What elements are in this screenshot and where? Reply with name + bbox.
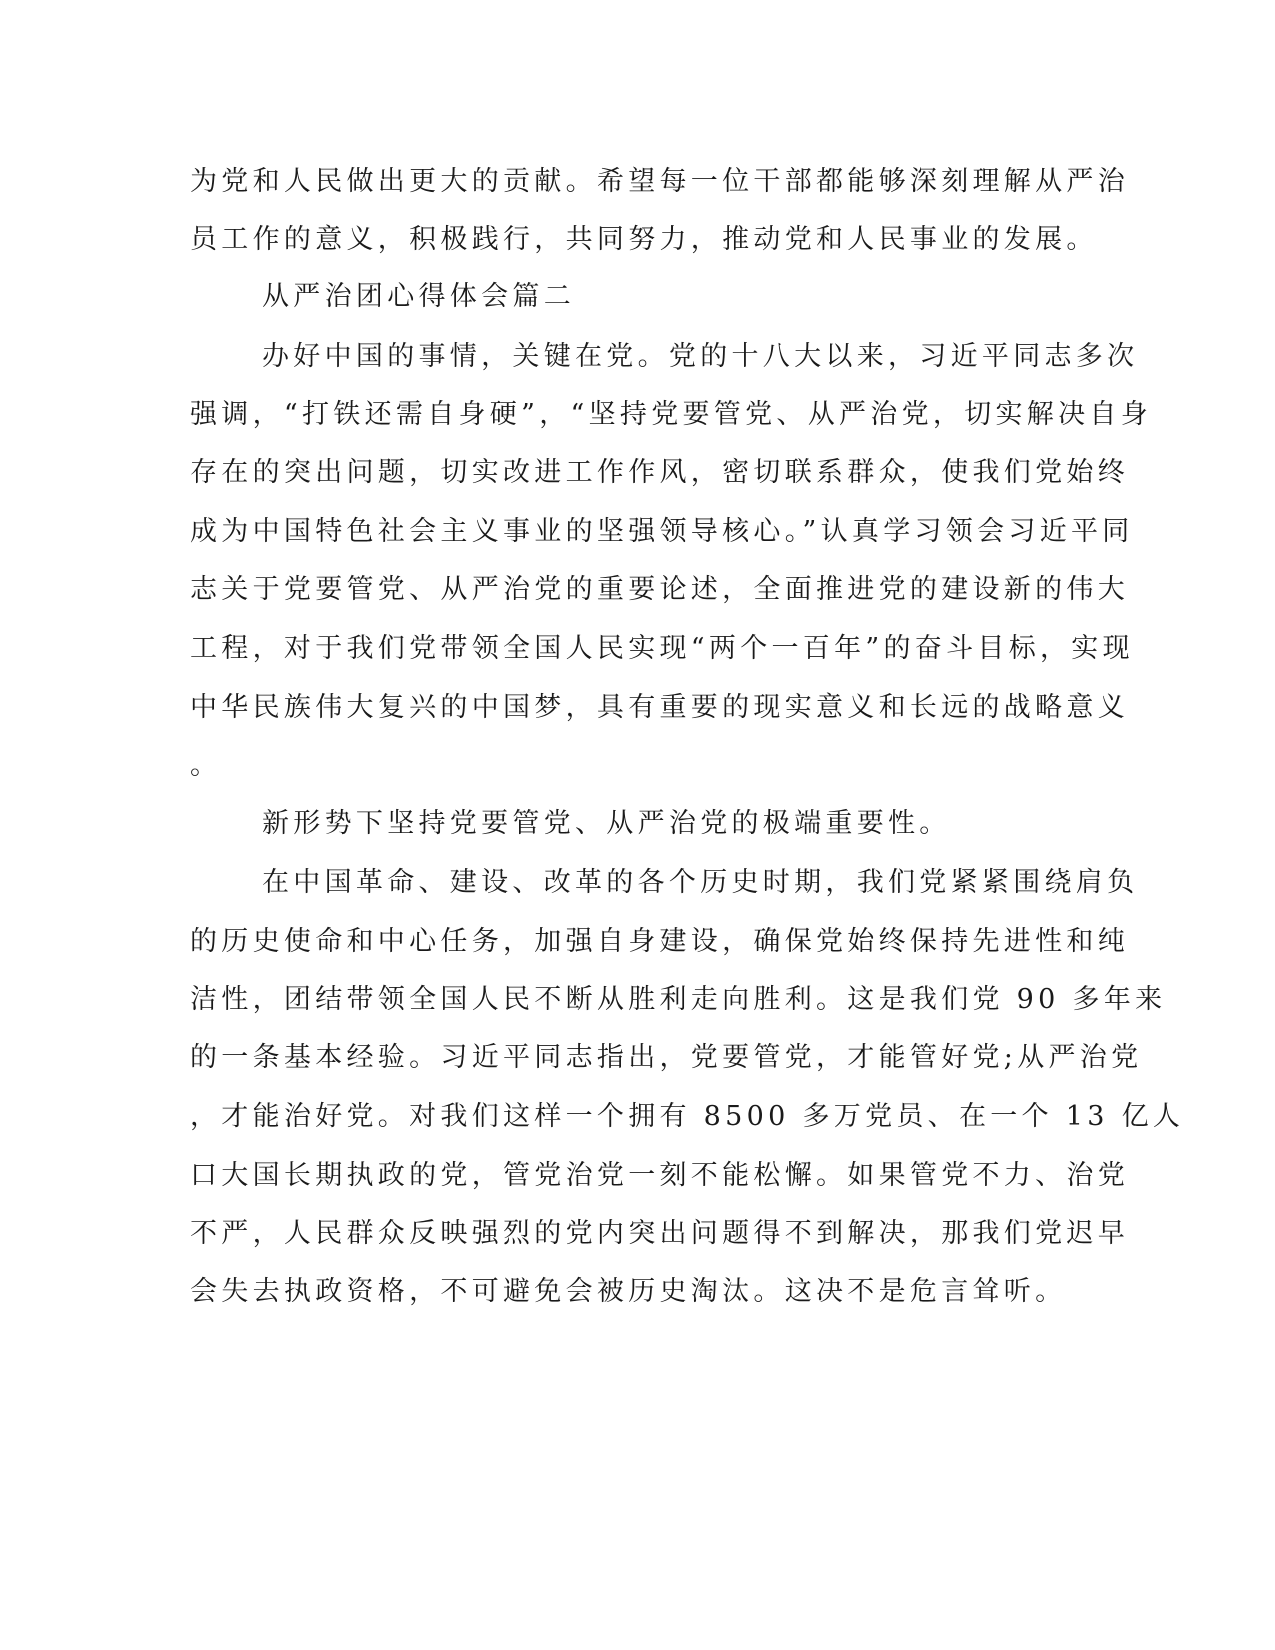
text-line: 口大国长期执政的党，管党治党一刻不能松懈。如果管党不力、治党 bbox=[190, 1160, 1129, 1191]
text-line: ，才能治好党。对我们这样一个拥有 8500 多万党员、在一个 13 亿人 bbox=[190, 1101, 1185, 1132]
text-line: 的历史使命和中心任务，加强自身建设，确保党始终保持先进性和纯 bbox=[190, 926, 1129, 957]
section-heading: 从严治团心得体会篇二 bbox=[262, 281, 575, 312]
text-line: 办好中国的事情，关键在党。党的十八大以来，习近平同志多次 bbox=[262, 341, 1139, 372]
text-line: 志关于党要管党、从严治党的重要论述，全面推进党的建设新的伟大 bbox=[190, 574, 1129, 605]
text-line: 强调，“打铁还需自身硬”，“坚持党要管党、从严治党，切实解决自身 bbox=[190, 399, 1153, 430]
text-line: 为党和人民做出更大的贡献。希望每一位干部都能够深刻理解从严治 bbox=[190, 166, 1129, 197]
text-line: 存在的突出问题，切实改进工作作风，密切联系群众，使我们党始终 bbox=[190, 457, 1129, 488]
text-line: 员工作的意义，积极践行，共同努力，推动党和人民事业的发展。 bbox=[190, 224, 1098, 255]
text-line: 会失去执政资格，不可避免会被历史淘汰。这决不是危言耸听。 bbox=[190, 1276, 1067, 1307]
text-line: 工程，对于我们党带领全国人民实现“两个一百年”的奋斗目标，实现 bbox=[190, 633, 1134, 664]
text-line: 的一条基本经验。习近平同志指出，党要管党，才能管好党;从严治党 bbox=[190, 1042, 1143, 1073]
text-line: 新形势下坚持党要管党、从严治党的极端重要性。 bbox=[262, 808, 951, 839]
text-line: 。 bbox=[190, 750, 222, 781]
text-line: 成为中国特色社会主义事业的坚强领导核心。”认真学习领会习近平同 bbox=[190, 516, 1134, 547]
text-line: 中华民族伟大复兴的中国梦，具有重要的现实意义和长远的战略意义 bbox=[190, 692, 1129, 723]
text-line: 洁性，团结带领全国人民不断从胜利走向胜利。这是我们党 90 多年来 bbox=[190, 984, 1167, 1015]
text-line: 在中国革命、建设、改革的各个历史时期，我们党紧紧围绕肩负 bbox=[262, 867, 1139, 898]
text-line: 不严，人民群众反映强烈的党内突出问题得不到解决，那我们党迟早 bbox=[190, 1218, 1129, 1249]
